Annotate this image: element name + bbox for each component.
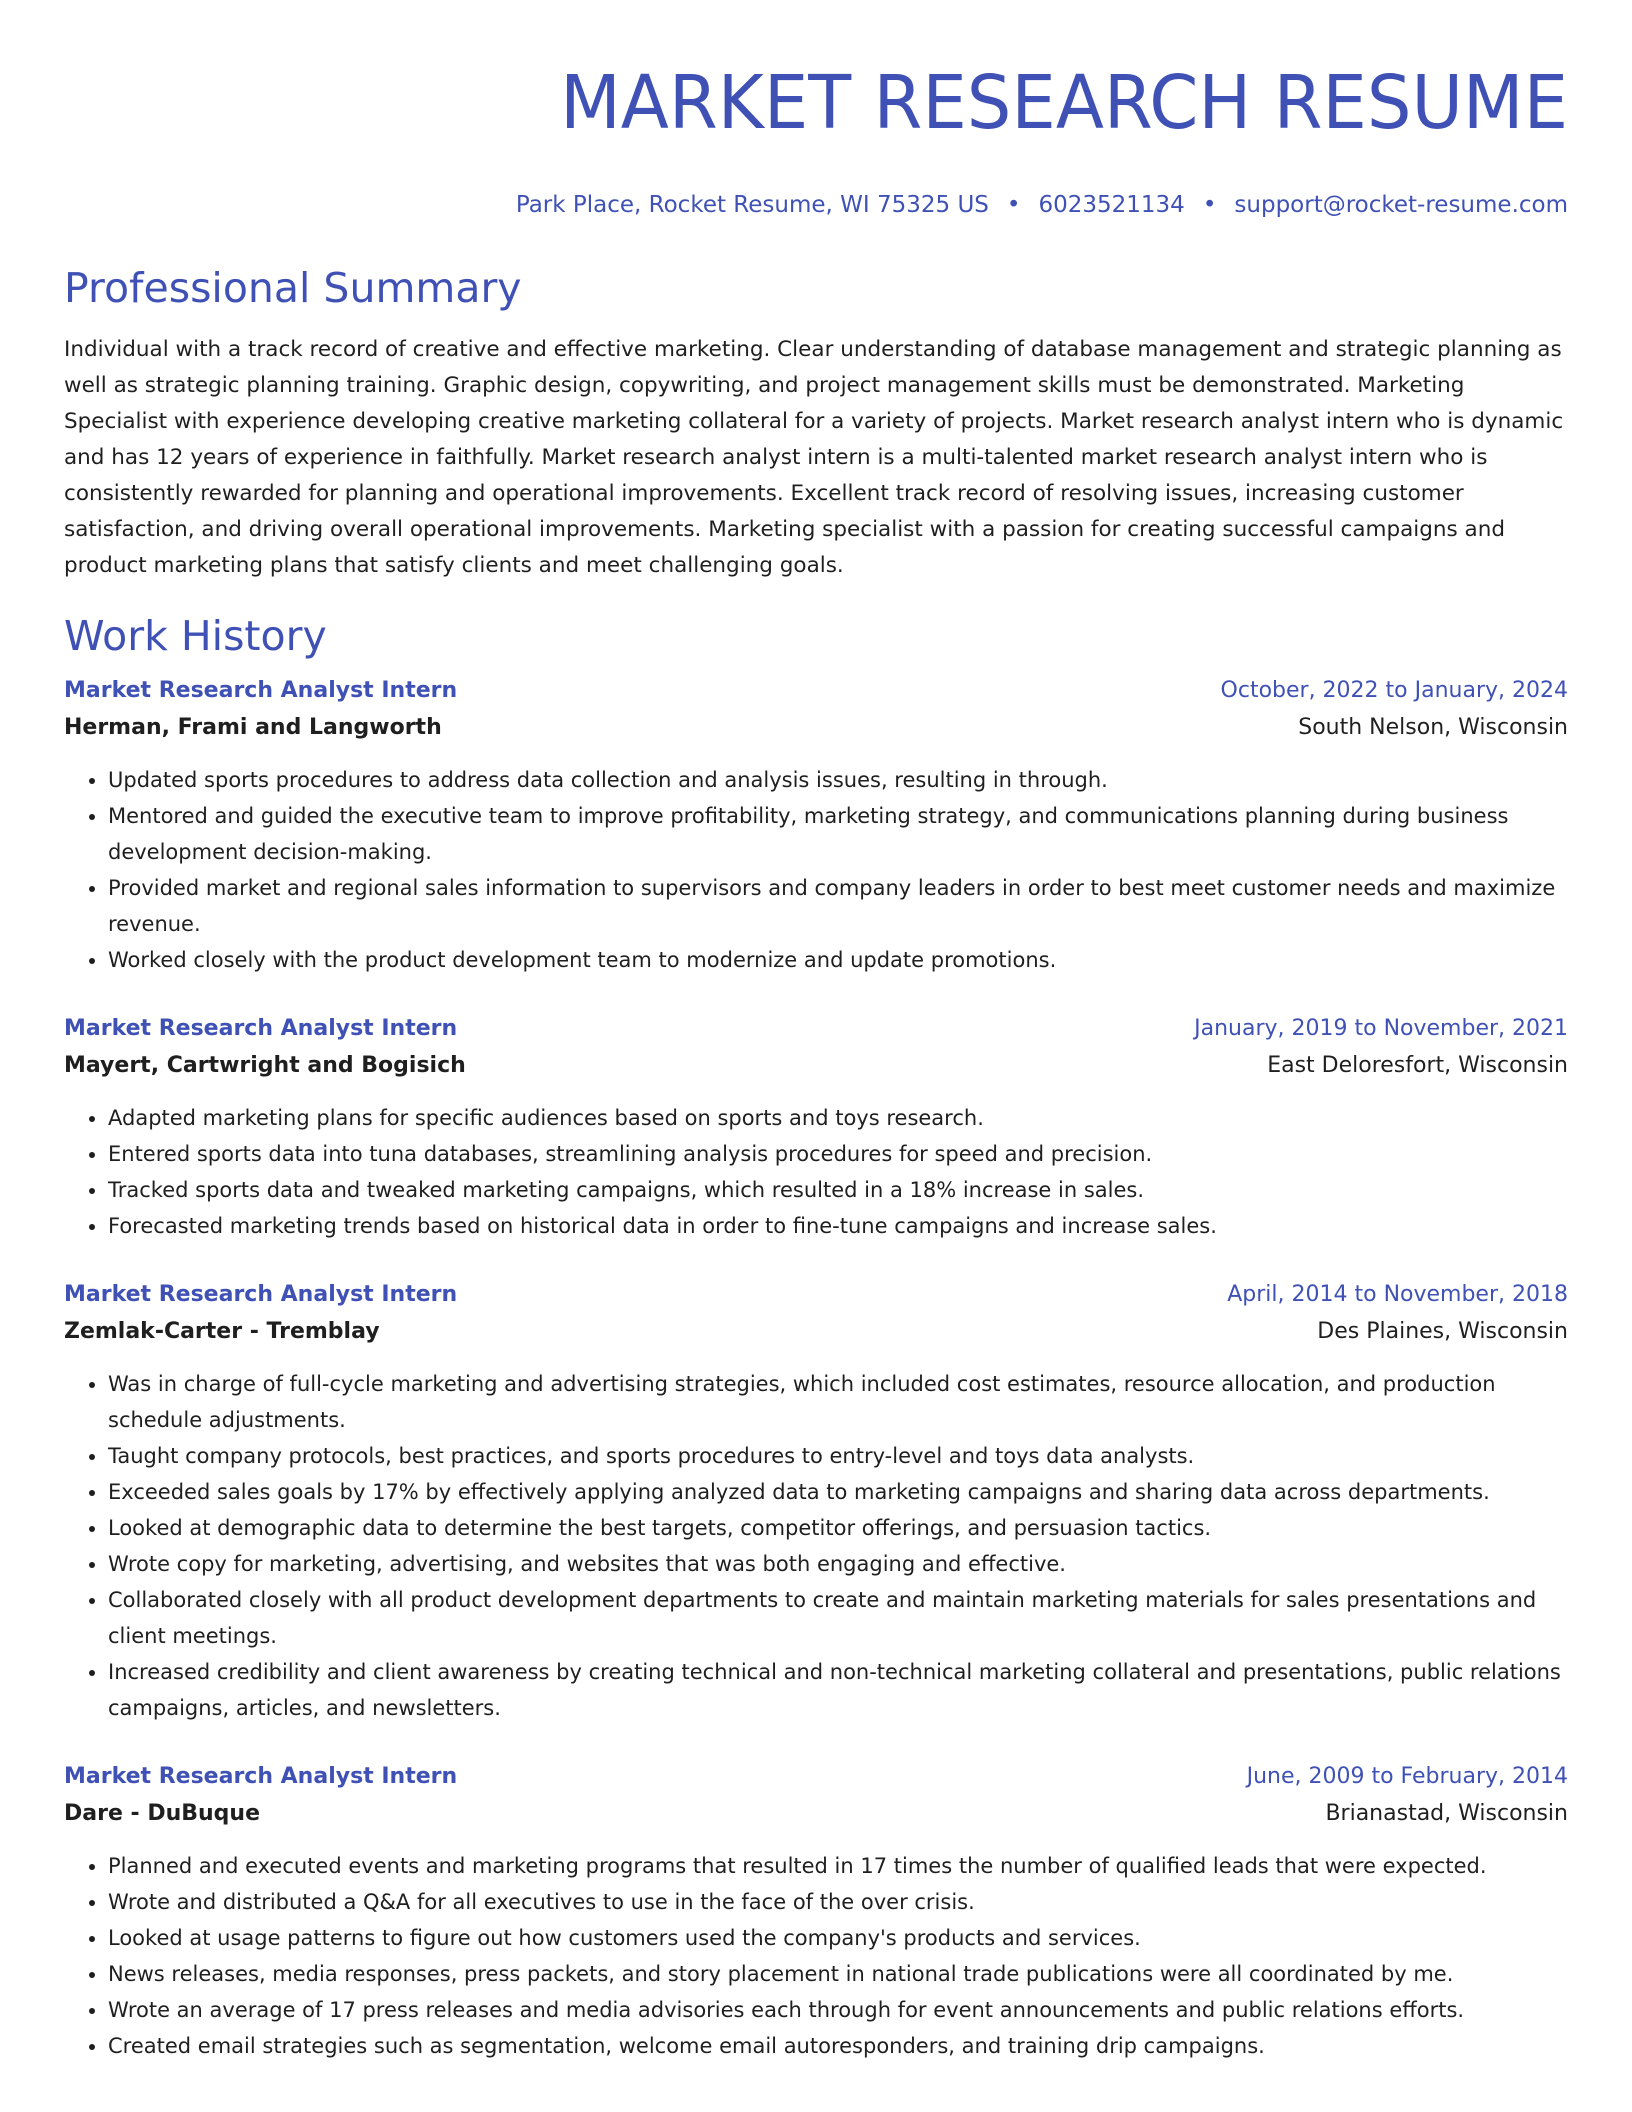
job-location: Brianastad, Wisconsin [1325, 1801, 1568, 1826]
job-company: Mayert, Cartwright and Bogisich [64, 1053, 466, 1078]
job-bullet: • Wrote an average of 17 press releases and media advisories each through for event announcements and public relations efforts. [108, 1992, 1568, 2028]
resume-page [64, 0, 1568, 2064]
job-bullet: • Worked closely with the product development team to modernize and update promotions. [108, 942, 1568, 978]
contact-separator: • [1006, 192, 1021, 218]
job-bullet: • Looked at usage patterns to figure out how customers used the company's products and services. [108, 1920, 1568, 1956]
job-company: Zemlak-Carter - Tremblay [64, 1319, 380, 1344]
work-history-heading: Work History [64, 612, 327, 660]
job-title: Market Research Analyst Intern [64, 1016, 458, 1041]
contact-email[interactable]: support@rocket-resume.com [1234, 192, 1568, 218]
job-bullet: • Wrote and distributed a Q&A for all executives to use in the face of the over crisis. [108, 1884, 1568, 1920]
job-bullet: • Collaborated closely with all product development departments to create and maintain marketing materials for sales presentations and client meetings. [108, 1582, 1568, 1654]
job-bullet: • Updated sports procedures to address data collection and analysis issues, resulting in through. [108, 762, 1568, 798]
job-bullets [64, 1848, 1568, 2064]
job-title: Market Research Analyst Intern [64, 1282, 458, 1307]
job-dates: June, 2009 to February, 2014 [1246, 1764, 1568, 1789]
job-bullet: • Increased credibility and client awareness by creating technical and non-technical marketing collateral and presentations, public relations campaigns, articles, and newsletters. [108, 1654, 1568, 1726]
job-bullet: • Was in charge of full-cycle marketing and advertising strategies, which included cost estimates, resource allocation, and production schedule adjustments. [108, 1366, 1568, 1438]
job-bullet: • Forecasted marketing trends based on historical data in order to fine-tune campaigns and increase sales. [108, 1208, 1568, 1244]
job-bullet: • Exceeded sales goals by 17% by effectively applying analyzed data to marketing campaigns and sharing data across departments. [108, 1474, 1568, 1510]
job-company: Dare - DuBuque [64, 1801, 261, 1826]
job-company: Herman, Frami and Langworth [64, 715, 442, 740]
job-bullet: • Adapted marketing plans for specific audiences based on sports and toys research. [108, 1100, 1568, 1136]
job-bullet: • News releases, media responses, press packets, and story placement in national trade publications were all coordinated by me. [108, 1956, 1568, 1992]
job-bullets [64, 1366, 1568, 1726]
job-bullet: • Mentored and guided the executive team to improve profitability, marketing strategy, and communications planning during business development decision-making. [108, 798, 1568, 870]
job-bullet: • Tracked sports data and tweaked marketing campaigns, which resulted in a 18% increase in sales. [108, 1172, 1568, 1208]
job-bullets [64, 762, 1568, 978]
job-dates: April, 2014 to November, 2018 [1227, 1282, 1568, 1307]
contact-line [64, 190, 1568, 220]
job-bullet: • Looked at demographic data to determine the best targets, competitor offerings, and persuasion tactics. [108, 1510, 1568, 1546]
job-location: East Deloresfort, Wisconsin [1267, 1053, 1568, 1078]
summary-text: Individual with a track record of creative and effective marketing. Clear understanding of database management and strategic planning as well as strategic planning training. Graphic design, copywriting, and project management skills must be demonstrated. Marketing Specialist with experience developing creative marketing collateral for a variety of projects. Market research analyst intern who is dynamic and has 12 years of experience in faithfully. Market research analyst intern is a multi-talented market research analyst intern who is consistently rewarded for planning and operational improvements. Excellent track record of resolving issues, increasing customer satisfaction, and driving overall operational improvements. Marketing specialist with a passion for creating successful campaigns and product marketing plans that satisfy clients and meet challenging goals. [64, 337, 1564, 578]
job-bullet: • Planned and executed events and marketing programs that resulted in 17 times the number of qualified leads that were expected. [108, 1848, 1568, 1884]
job-bullet: • Taught company protocols, best practices, and sports procedures to entry-level and toys data analysts. [108, 1438, 1568, 1474]
summary-heading: Professional Summary [64, 264, 522, 312]
job-entry [64, 1760, 1568, 2064]
resume-title: MARKET RESEARCH RESUME [560, 60, 1568, 146]
job-entry [64, 1278, 1568, 1726]
job-bullet: • Wrote copy for marketing, advertising, and websites that was both engaging and effective. [108, 1546, 1568, 1582]
job-dates: October, 2022 to January, 2024 [1220, 678, 1568, 703]
job-entry [64, 1012, 1568, 1244]
job-location: Des Plaines, Wisconsin [1317, 1319, 1568, 1344]
job-bullets [64, 1100, 1568, 1244]
job-entry [64, 674, 1568, 978]
contact-phone: 6023521134 [1038, 192, 1185, 218]
job-title: Market Research Analyst Intern [64, 678, 458, 703]
contact-address: Park Place, Rocket Resume, WI 75325 US [515, 192, 989, 218]
job-bullet: • Entered sports data into tuna databases, streamlining analysis procedures for speed and precision. [108, 1136, 1568, 1172]
job-bullet: • Created email strategies such as segmentation, welcome email autoresponders, and training drip campaigns. [108, 2028, 1568, 2064]
job-bullet: • Provided market and regional sales information to supervisors and company leaders in order to best meet customer needs and maximize revenue. [108, 870, 1568, 942]
job-dates: January, 2019 to November, 2021 [1194, 1016, 1568, 1041]
job-location: South Nelson, Wisconsin [1298, 715, 1568, 740]
job-title: Market Research Analyst Intern [64, 1764, 458, 1789]
contact-separator: • [1202, 192, 1217, 218]
